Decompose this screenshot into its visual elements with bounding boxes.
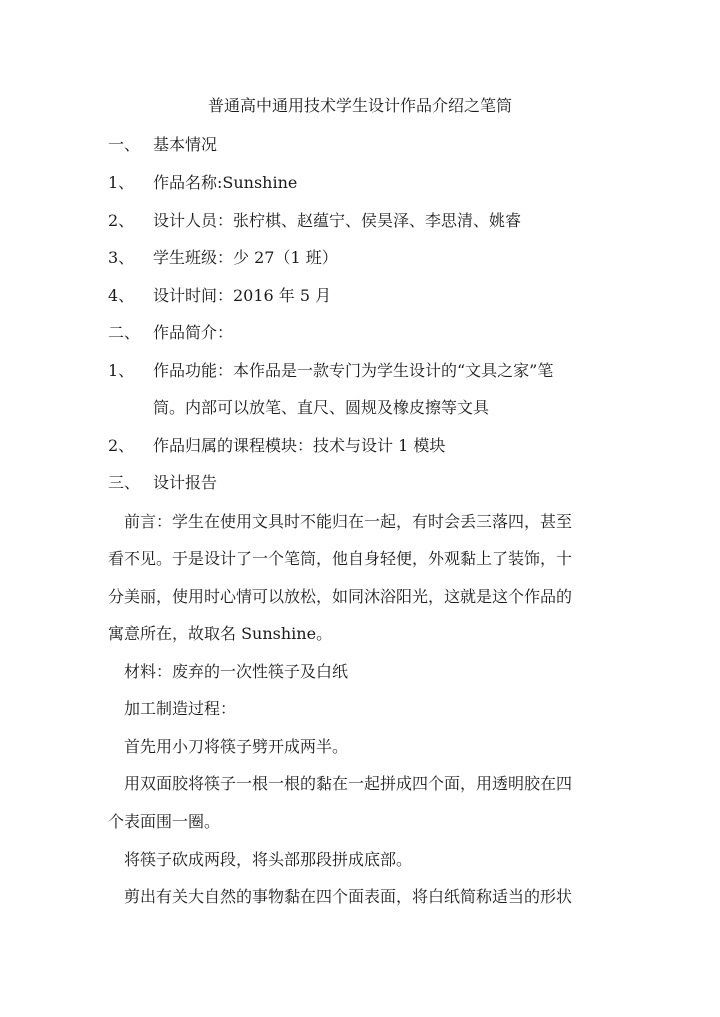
item-number: 2、 xyxy=(108,436,135,455)
item-number: 1、 xyxy=(108,361,135,380)
section-number: 三、 xyxy=(108,473,141,492)
item-text: 设计时间：2016 年 5 月 xyxy=(153,286,332,305)
paragraph-line: 前言：学生在使用文具时不能归在一起，有时会丢三落四，甚至 xyxy=(108,512,573,531)
item-text: 作品归属的课程模块：技术与设计 1 模块 xyxy=(153,436,446,455)
paragraph-line: 加工制造过程： xyxy=(108,699,237,718)
document-title: 普通高中通用技术学生设计作品介绍之笔筒 xyxy=(207,96,512,115)
paragraph-line: 材料：废弃的一次性筷子及白纸 xyxy=(108,662,349,681)
paragraph-line: 个表面围一圈。 xyxy=(108,812,221,831)
item-text: 作品名称:Sunshine xyxy=(153,173,298,192)
section-title: 作品简介： xyxy=(153,323,234,342)
paragraph-line: 首先用小刀将筷子劈开成两半。 xyxy=(108,737,349,756)
item-number: 3、 xyxy=(108,248,135,267)
section-number: 一、 xyxy=(108,135,141,154)
paragraph-line: 寓意所在，故取名 Sunshine。 xyxy=(108,624,333,643)
item-text: 设计人员：张柠棋、赵蕴宁、侯昊泽、李思清、姚睿 xyxy=(153,211,522,230)
paragraph-line: 用双面胶将筷子一根一根的黏在一起拼成四个面，用透明胶在四 xyxy=(108,774,573,793)
paragraph-line: 剪出有关大自然的事物黏在四个面表面，将白纸简称适当的形状 xyxy=(108,887,573,906)
paragraph-line: 将筷子砍成两段，将头部那段拼成底部。 xyxy=(108,850,413,869)
item-text: 学生班级：少 27（1 班） xyxy=(153,248,338,267)
paragraph-line: 看不见。于是设计了一个笔筒，他自身轻便，外观黏上了装饰，十 xyxy=(108,549,573,568)
item-number: 1、 xyxy=(108,173,135,192)
item-text: 作品功能：本作品是一款专门为学生设计的“文具之家”笔 xyxy=(153,361,554,380)
section-title: 设计报告 xyxy=(153,473,218,492)
paragraph-line: 分美丽，使用时心情可以放松，如同沐浴阳光，这就是这个作品的 xyxy=(108,587,573,606)
section-number: 二、 xyxy=(108,323,141,342)
item-number: 2、 xyxy=(108,211,135,230)
item-number: 4、 xyxy=(108,286,135,305)
section-title: 基本情况 xyxy=(153,135,218,154)
item-text-continuation: 筒。内部可以放笔、直尺、圆规及橡皮擦等文具 xyxy=(153,398,490,417)
